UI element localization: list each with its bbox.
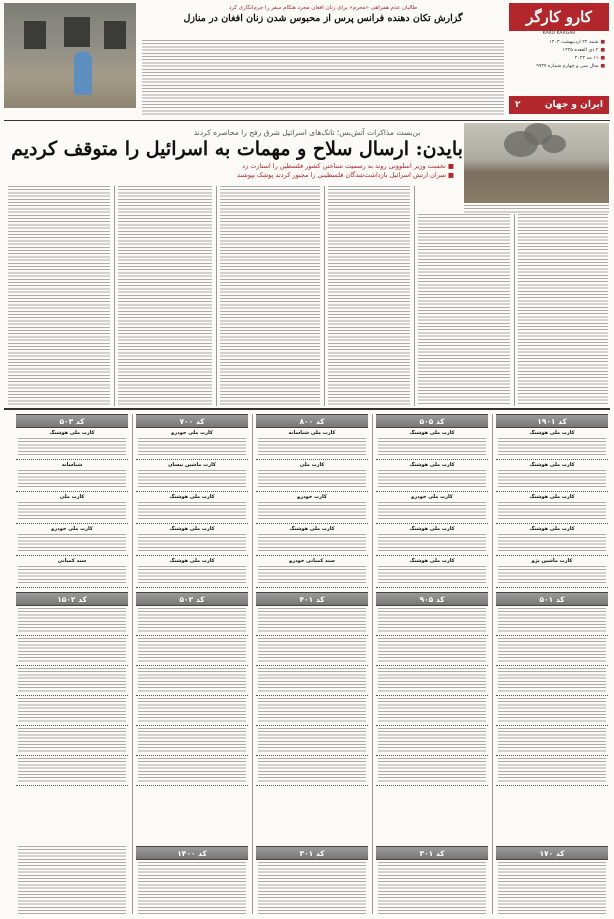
ad-body (378, 862, 486, 914)
ad-separator (136, 635, 248, 636)
ad-separator (376, 491, 488, 492)
ad-title: کارت ماشین نیسان (168, 462, 216, 468)
ad-separator (256, 491, 368, 492)
ad-code-header: کد ۷۰۰ (136, 414, 248, 428)
ad-body (258, 438, 366, 456)
ad-body (378, 758, 486, 782)
lead-story-headline: بایدن: ارسال سلاح و مهمات به اسرائیل را متوقف کردیم (11, 138, 463, 160)
ad-body (258, 566, 366, 584)
ad-title: کارت ملی شناسانه (288, 430, 336, 436)
lead-story-subhead-2: ■ سران ارتش اسرائیل بازداشت‌شدگان فلسطینی را مجبور کردند پوشک بپوشند (237, 171, 454, 179)
ad-title: کارت ملی هوشنگ (169, 494, 215, 500)
section-name: ایران و جهان (544, 100, 603, 110)
ad-body (138, 502, 246, 520)
ad-separator (496, 635, 608, 636)
lead-body-col-4 (328, 186, 410, 406)
issue-date-gregorian: ■۱۱ مه ۲۰۲۴ (574, 56, 605, 61)
ad-code-header: کد ۱۹۰۱ (496, 414, 608, 428)
ad-body (378, 566, 486, 584)
ad-body (498, 758, 606, 782)
ad-separator (376, 665, 488, 666)
newspaper-logo: کارو کارگر (509, 3, 609, 31)
ad-title: کارت ملی هوشنگ (289, 526, 335, 532)
ad-body (258, 758, 366, 782)
ad-title: کارت ماشین پژو (531, 558, 573, 564)
ad-body (18, 502, 126, 520)
ad-body (498, 698, 606, 722)
ad-code-header: کد ۵۰۱ (496, 592, 608, 606)
ad-separator (256, 587, 368, 588)
top-story-kicker: طالبان عدم همراهی «محرم» برای زنان افغان مجرد هنگام سفر را جرم‌انگاری کرد (228, 5, 418, 11)
ad-separator (16, 523, 128, 524)
ad-title: کارت ملی (59, 494, 85, 500)
ad-separator (256, 635, 368, 636)
column-divider (252, 414, 253, 914)
ad-title: کارت ملی هوشنگ (529, 526, 575, 532)
column-divider (372, 414, 373, 914)
column-divider (132, 414, 133, 914)
ad-body (378, 502, 486, 520)
ad-title: کارت ملی هوشنگ (409, 462, 455, 468)
lead-body-col-6 (518, 214, 608, 406)
ad-separator (136, 785, 248, 786)
ad-separator (256, 695, 368, 696)
ad-separator (16, 459, 128, 460)
ad-separator (376, 459, 488, 460)
lead-body-col-3 (220, 186, 320, 406)
ad-separator (496, 491, 608, 492)
ad-body (378, 534, 486, 552)
ad-title: کارت ملی خودرو (171, 430, 213, 436)
section-tag (509, 96, 609, 114)
ad-title: کارت ملی هوشنگ (529, 494, 575, 500)
ad-body (18, 534, 126, 552)
ad-body (498, 470, 606, 488)
ad-body (378, 698, 486, 722)
rafah-camp-photo (464, 123, 609, 203)
ad-code-header: کد ۵۰۵ (376, 414, 488, 428)
ad-body (138, 638, 246, 662)
ad-separator (496, 725, 608, 726)
ad-title: شناسانه (61, 462, 83, 468)
ad-separator (496, 785, 608, 786)
ad-title: کارت ملی (299, 462, 325, 468)
ad-code-header: کد ۹۰۵ (376, 592, 488, 606)
ad-separator (376, 695, 488, 696)
ad-body (18, 566, 126, 584)
ad-title: کارت ملی هوشنگ (529, 430, 575, 436)
issue-date-hijri: ■۲ ذی القعده ۱۴۴۵ (562, 48, 605, 53)
ad-separator (376, 755, 488, 756)
ad-body (18, 728, 126, 752)
ad-body (138, 758, 246, 782)
ad-separator (496, 665, 608, 666)
ad-separator (496, 459, 608, 460)
ad-separator (136, 555, 248, 556)
ad-body (378, 608, 486, 632)
ad-title: کارت ملی هوشنگ (409, 430, 455, 436)
ad-body (18, 698, 126, 722)
ad-title: کارت ملی خودرو (51, 526, 93, 532)
ad-body (258, 862, 366, 914)
ad-body (138, 608, 246, 632)
ad-separator (16, 785, 128, 786)
ad-title: کارت ملی هوشنگ (169, 558, 215, 564)
issue-info (513, 39, 605, 71)
ad-body (498, 534, 606, 552)
photo-caption (464, 205, 609, 213)
ad-body (258, 698, 366, 722)
ad-code-header: کد ۳۰۱ (376, 846, 488, 860)
ad-body (258, 470, 366, 488)
ad-separator (16, 725, 128, 726)
ad-separator (376, 725, 488, 726)
ad-code-header: کد ۱۵۰۲ (16, 592, 128, 606)
ad-separator (496, 587, 608, 588)
ad-code-header: کد ۸۰۰ (256, 414, 368, 428)
ad-separator (16, 587, 128, 588)
ad-separator (16, 755, 128, 756)
ad-separator (136, 523, 248, 524)
ad-separator (136, 755, 248, 756)
ad-body (258, 608, 366, 632)
ad-body (378, 728, 486, 752)
ad-body (18, 438, 126, 456)
lead-story-subhead-1: ■ نخست وزیر اسلوونی روند به رسمیت شناختن کشور فلسطین را استارت زد (242, 162, 454, 170)
lead-body-col-2 (118, 186, 212, 406)
lead-story-kicker: بن‌بست مذاکرات آتش‌بس؛ تانک‌های اسرائیل شرق رفح را محاصره کردند (193, 128, 421, 137)
ad-separator (256, 523, 368, 524)
lead-body-col-5 (418, 214, 510, 406)
ad-title: کارت ملی هوشنگ (409, 558, 455, 564)
ad-separator (136, 491, 248, 492)
ad-body (18, 608, 126, 632)
ad-body (18, 758, 126, 782)
ad-body (138, 668, 246, 692)
ad-separator (16, 665, 128, 666)
ad-title: کارت ملی هوشنگ (49, 430, 95, 436)
ad-code-header: کد ۵۰۳ (16, 414, 128, 428)
ad-separator (136, 665, 248, 666)
ad-body (18, 470, 126, 488)
ad-separator (376, 555, 488, 556)
ad-separator (256, 665, 368, 666)
ad-body (258, 728, 366, 752)
ad-title: کارت ملی هوشنگ (169, 526, 215, 532)
ad-body (498, 608, 606, 632)
ad-body (18, 638, 126, 662)
ad-body (378, 438, 486, 456)
ad-separator (16, 695, 128, 696)
ad-body (498, 502, 606, 520)
ad-code-header: کد ۵۰۲ (136, 592, 248, 606)
afghan-women-photo (4, 3, 136, 108)
issue-date-jalali: ■شنبه ۲۲ اردیبهشت ۱۴۰۳ (549, 40, 605, 45)
ad-separator (376, 587, 488, 588)
ad-code-header: کد ۳۰۱ (256, 846, 368, 860)
issue-number: ■سال سی و چهارم شماره ۹۹۳۷ (536, 64, 605, 69)
ad-body (138, 862, 246, 914)
ad-separator (496, 695, 608, 696)
ad-separator (16, 491, 128, 492)
ad-body (18, 846, 126, 914)
ad-body (258, 534, 366, 552)
ad-title: کارت ملی هوشنگ (409, 526, 455, 532)
ad-body (258, 668, 366, 692)
ad-body (258, 638, 366, 662)
ad-separator (256, 785, 368, 786)
ad-title: سند کمپانی (57, 558, 87, 564)
column-divider (492, 414, 493, 914)
ad-separator (496, 555, 608, 556)
ad-separator (496, 755, 608, 756)
ad-body (378, 668, 486, 692)
ad-separator (16, 555, 128, 556)
ad-body (498, 438, 606, 456)
ad-separator (376, 635, 488, 636)
ad-code-header: کد ۱۴۰۰ (136, 846, 248, 860)
ad-body (138, 470, 246, 488)
ad-body (18, 668, 126, 692)
top-story-body (142, 40, 504, 116)
page-number: ۲ (515, 100, 521, 110)
ad-separator (376, 785, 488, 786)
burqa-figure (74, 51, 92, 95)
logo-english: KARO KARGAR (542, 31, 576, 36)
ad-body (138, 728, 246, 752)
ad-body (138, 698, 246, 722)
ad-separator (16, 635, 128, 636)
ad-title: کارت ملی خودرو (411, 494, 453, 500)
ad-title: کارت خودرو (297, 494, 327, 500)
ad-body (498, 728, 606, 752)
ad-body (498, 566, 606, 584)
ad-body (378, 638, 486, 662)
ad-body (138, 534, 246, 552)
top-story-headline: گزارش تکان دهنده فرانس پرس از محبوس شدن زنان افغان در منازل (183, 13, 463, 24)
ad-title: سند کمپانی خودرو (289, 558, 335, 564)
ad-separator (136, 725, 248, 726)
ad-body (498, 862, 606, 914)
ad-separator (136, 587, 248, 588)
ad-body (498, 668, 606, 692)
ad-body (138, 438, 246, 456)
ad-body (378, 470, 486, 488)
ad-body (498, 638, 606, 662)
ad-separator (376, 523, 488, 524)
lead-body-col-1 (8, 186, 110, 406)
ad-body (138, 566, 246, 584)
ad-separator (256, 725, 368, 726)
ad-separator (256, 555, 368, 556)
ad-code-header: کد ۱۷۰ (496, 846, 608, 860)
ad-separator (496, 523, 608, 524)
ad-separator (136, 695, 248, 696)
ad-body (258, 502, 366, 520)
ad-title: کارت ملی هوشنگ (529, 462, 575, 468)
ad-code-header: کد ۴۰۱ (256, 592, 368, 606)
ad-separator (256, 755, 368, 756)
ad-separator (136, 459, 248, 460)
ad-separator (256, 459, 368, 460)
